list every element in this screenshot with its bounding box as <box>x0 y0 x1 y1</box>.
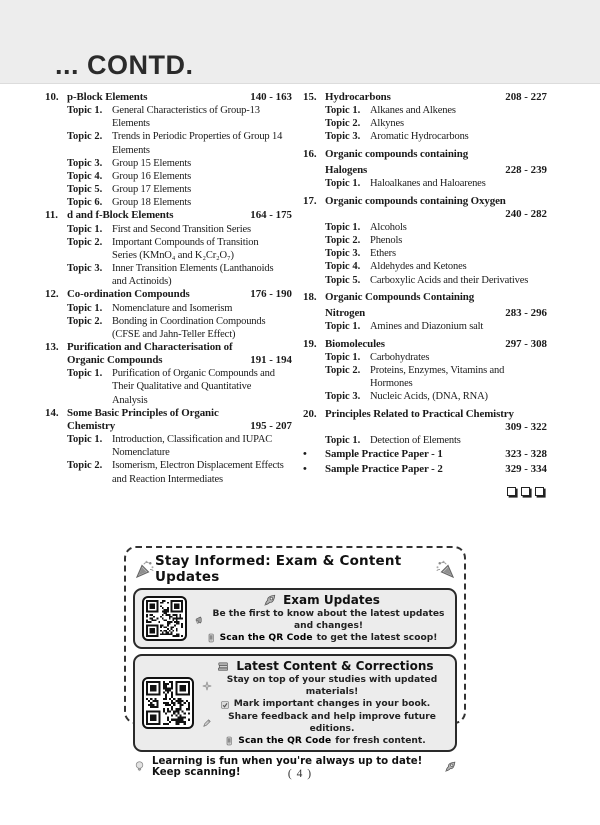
chapter-page-range: 297 - 308 <box>505 337 547 350</box>
toc-chapter <box>303 91 547 144</box>
toc-column-right <box>303 91 547 496</box>
chapter-page-range: 309 - 322 <box>505 421 547 434</box>
toc-topic-line <box>45 104 292 117</box>
chapter-number: 13. <box>45 340 59 353</box>
topic-text: Aromatic Hydrocarbons <box>370 131 469 143</box>
toc-topic-line <box>303 247 547 260</box>
check-icon <box>220 700 230 710</box>
chapter-title: Sample Practice Paper - 2 <box>325 462 443 475</box>
toc-topic-line <box>303 351 547 364</box>
megaphone-icon <box>195 615 205 625</box>
topic-indent <box>45 130 67 143</box>
topic-indent <box>45 236 67 249</box>
topic-text: Phenols <box>370 235 403 247</box>
toc-chapter-line <box>45 407 292 420</box>
toc-topic-line <box>303 390 547 403</box>
topic-indent <box>303 274 325 287</box>
chapter-title: Organic Compounds <box>67 354 163 367</box>
chapter-page-range: 191 - 194 <box>250 354 292 367</box>
toc-chapter <box>45 91 292 209</box>
toc-chapter-line <box>303 291 547 304</box>
toc-topic-line <box>45 433 292 446</box>
panel-text-segment: Scan the QR Code <box>219 633 313 644</box>
topic-text: Analysis <box>112 394 148 406</box>
topic-text: Alcohols <box>370 221 407 233</box>
topic-text: Alkynes <box>370 118 404 130</box>
topic-indent <box>45 473 67 486</box>
topic-text: Purification of Organic Compounds and <box>112 368 275 380</box>
toc-topic-line <box>303 260 547 273</box>
toc-chapter-line <box>303 148 547 161</box>
toc-topic-line <box>45 130 292 143</box>
chapter-number-spacer <box>45 420 67 433</box>
topic-text: Hormones <box>370 378 413 390</box>
toc-chapter-line <box>45 341 292 354</box>
panel-text-line <box>202 711 448 735</box>
topic-text: Elements <box>112 144 150 156</box>
topic-label: Topic 1. <box>67 105 103 117</box>
toc-chapter-line <box>45 420 292 433</box>
phone-icon <box>224 736 234 746</box>
chapter-page-range: 195 - 207 <box>250 419 292 432</box>
end-mark-square <box>507 487 516 496</box>
topic-label: Topic 3. <box>67 263 103 275</box>
toc-topic-line <box>303 117 547 130</box>
toc-topic-line <box>303 221 547 234</box>
panel-box-content <box>195 593 448 644</box>
toc-topic-line <box>303 130 547 143</box>
topic-label <box>67 249 112 262</box>
toc-chapter <box>303 408 547 447</box>
topic-label <box>67 473 112 486</box>
topic-indent <box>45 223 67 236</box>
topic-indent <box>303 234 325 247</box>
chapter-title: Chemistry <box>67 419 116 432</box>
topic-label: Topic 1. <box>325 321 361 332</box>
chapter-title: Sample Practice Paper - 1 <box>325 448 443 461</box>
topic-label: Topic 6. <box>67 197 103 209</box>
toc-topic-line <box>45 262 292 275</box>
topic-text: Elements <box>112 118 150 130</box>
toc-topic-line <box>303 234 547 247</box>
panel-text-line <box>195 608 448 632</box>
topic-indent <box>45 196 67 209</box>
toc-topic-line <box>303 364 547 377</box>
topic-label: Topic 1. <box>67 368 103 380</box>
chapter-number-spacer <box>45 354 67 367</box>
topic-indent <box>303 177 325 190</box>
topic-label: Topic 1. <box>325 435 361 447</box>
chapter-page-range: 323 - 328 <box>505 448 547 461</box>
toc-topic-line <box>303 434 547 447</box>
topic-indent <box>45 328 67 341</box>
toc-item-sample-paper <box>303 463 547 476</box>
topic-label <box>67 117 112 130</box>
toc-chapter-line <box>45 91 292 104</box>
topic-text: Isomerism, Electron Displacement Effects <box>112 460 284 472</box>
toc-chapter <box>45 341 292 407</box>
topic-text: Series (KMnO₄ and K₂Cr₂O₇) <box>112 249 234 261</box>
chapter-title: Organic compounds containing Oxygen <box>325 194 506 207</box>
party-popper-icon <box>135 559 155 579</box>
topic-label: Topic 3. <box>325 391 361 403</box>
toc-chapter-pages-line <box>303 421 547 434</box>
topic-text: and Reaction Intermediates <box>112 473 223 485</box>
toc-chapter <box>303 338 547 404</box>
toc-topic-line <box>45 157 292 170</box>
topic-indent <box>45 315 67 328</box>
panel-text-segment: to get the latest scoop! <box>316 633 438 644</box>
topic-indent <box>45 380 67 393</box>
topic-indent <box>45 262 67 275</box>
topic-indent <box>303 247 325 260</box>
topic-indent <box>303 104 325 117</box>
toc-topic-line <box>45 183 292 196</box>
topic-label: Topic 2. <box>67 315 103 327</box>
panel-text-line <box>202 698 448 710</box>
topic-indent <box>45 117 67 130</box>
toc-topic-line <box>303 104 547 117</box>
topic-indent <box>45 433 67 446</box>
topic-text: Bonding in Coordination Compounds <box>112 315 266 327</box>
topic-text: and Actinoids) <box>112 276 172 288</box>
topic-indent <box>45 157 67 170</box>
topic-label: Topic 3. <box>67 157 103 169</box>
toc-topic-line <box>45 223 292 236</box>
topic-indent <box>45 275 67 288</box>
chapter-page-range: 176 - 190 <box>250 288 292 301</box>
toc-topic-line <box>45 315 292 328</box>
topic-text: Group 16 Elements <box>112 170 192 182</box>
topic-text: First and Second Transition Series <box>112 223 251 235</box>
toc-topic-line <box>303 177 547 190</box>
topic-label: Topic 2. <box>325 235 361 247</box>
panel-text-segment: for fresh content. <box>335 735 426 746</box>
toc-chapter <box>45 209 292 288</box>
chapter-number-spacer <box>303 208 325 221</box>
panel-text-segment: Be the first to know about the latest updates and changes! <box>212 609 445 632</box>
chapter-number: • <box>303 448 307 461</box>
panel-text-segment: Stay on top of your studies with updated materials! <box>226 675 438 698</box>
toc-topic-line <box>45 275 292 288</box>
topic-text: Ethers <box>370 248 396 260</box>
topic-text: Carboxylic Acids and their Derivatives <box>370 274 529 286</box>
chapter-number-spacer <box>303 307 325 320</box>
topic-text: (CFSE and Jahn-Teller Effect) <box>112 328 236 340</box>
topic-text: Detection of Elements <box>370 435 461 447</box>
topic-indent <box>45 170 67 183</box>
chapter-number: 11. <box>45 209 59 222</box>
topic-text: Proteins, Enzymes, Vitamins and <box>370 364 505 376</box>
topic-indent <box>45 367 67 380</box>
chapter-title: Halogens <box>325 163 368 176</box>
topic-label: Topic 1. <box>67 434 103 446</box>
chapter-number: 18. <box>303 291 317 304</box>
topic-label <box>325 377 370 390</box>
end-mark-square <box>535 487 544 496</box>
topic-indent <box>45 104 67 117</box>
toc-chapter-line <box>45 209 292 222</box>
rocket-icon <box>263 593 277 607</box>
toc-chapter-line <box>303 195 547 208</box>
topic-indent <box>303 221 325 234</box>
chapter-page-range: 283 - 296 <box>505 306 547 319</box>
toc-chapter-line <box>303 307 547 320</box>
toc-topic-line <box>45 196 292 209</box>
topic-label: Topic 3. <box>325 248 361 260</box>
toc-chapter-line <box>303 338 547 351</box>
topic-label: Topic 2. <box>67 236 103 248</box>
table-of-contents <box>45 91 547 496</box>
topic-text: Group 17 Elements <box>112 184 192 196</box>
toc-chapter-line <box>45 288 292 301</box>
topic-label: Topic 1. <box>325 221 361 233</box>
chapter-page-range: 329 - 334 <box>505 462 547 475</box>
chapter-page-range: 140 - 163 <box>250 91 292 103</box>
panel-text-line <box>202 674 448 698</box>
party-popper-icon <box>435 559 455 579</box>
topic-text: Aldehydes and Ketones <box>370 261 467 273</box>
chapter-number: 14. <box>45 406 59 419</box>
topic-text: General Characteristics of Group-13 <box>112 105 260 117</box>
topic-label <box>67 275 112 288</box>
toc-topic-line <box>45 459 292 472</box>
toc-topic-line <box>45 367 292 380</box>
chapter-page-range: 208 - 227 <box>505 91 547 103</box>
topic-text: Nucleic Acids, (DNA, RNA) <box>370 391 488 403</box>
topic-text: Nomenclature <box>112 447 170 459</box>
panel-box <box>133 654 457 752</box>
panel-box <box>133 588 457 649</box>
chapter-title: Hydrocarbons <box>325 91 391 103</box>
panel-box-heading <box>202 659 448 673</box>
chapter-number-spacer <box>303 421 325 434</box>
topic-text: Important Compounds of Transition <box>112 236 259 248</box>
panel-footer-text: Learning is fun when you're always up to date! Keep scanning! <box>152 755 423 778</box>
topic-indent <box>303 364 325 377</box>
toc-topic-line <box>303 320 547 333</box>
chapter-number-spacer <box>303 164 325 177</box>
toc-topic-line <box>303 274 547 287</box>
toc-chapter <box>303 195 547 287</box>
topic-label <box>67 446 112 459</box>
toc-topic-line <box>45 473 292 486</box>
chapter-page-range: 164 - 175 <box>250 209 292 222</box>
topic-text: Alkanes and Alkenes <box>370 105 456 117</box>
topic-label: Topic 2. <box>325 364 361 376</box>
sparkle-icon <box>202 681 212 691</box>
topic-indent <box>45 302 67 315</box>
chapter-number: 10. <box>45 91 59 103</box>
toc-topic-line <box>45 380 292 393</box>
topic-label: Topic 1. <box>325 351 361 363</box>
toc-chapter-line <box>303 463 547 476</box>
end-mark-square <box>521 487 530 496</box>
topic-text: Group 15 Elements <box>112 157 192 169</box>
topic-label: Topic 2. <box>325 118 361 130</box>
chapter-title: Principles Related to Practical Chemistry <box>325 407 514 420</box>
chapter-page-range: 240 - 282 <box>505 207 547 220</box>
chapter-title: Biomolecules <box>325 337 385 350</box>
topic-label <box>67 394 112 407</box>
toc-item-sample-paper <box>303 448 547 461</box>
topic-indent <box>45 459 67 472</box>
topic-label: Topic 1. <box>67 223 103 235</box>
panel-text-segment: Mark important changes in your book. <box>233 699 431 710</box>
chapter-title: Organic compounds containing <box>325 148 469 161</box>
toc-chapter-line <box>303 91 547 104</box>
phone-icon <box>206 633 216 643</box>
topic-text: Trends in Periodic Properties of Group 14 <box>112 131 283 143</box>
topic-text: Nomenclature and Isomerism <box>112 302 233 314</box>
page-number: ( 4 ) <box>287 768 313 780</box>
topic-label: Topic 4. <box>67 170 103 182</box>
chapter-title: Nitrogen <box>325 306 366 319</box>
toc-topic-line <box>45 394 292 407</box>
panel-title-row <box>133 551 457 588</box>
chapter-title: p-Block Elements <box>67 91 148 103</box>
topic-indent <box>303 130 325 143</box>
toc-topic-line <box>45 117 292 130</box>
qr-code-latest-content <box>142 677 194 729</box>
chapter-number: 19. <box>303 337 317 350</box>
topic-indent <box>303 390 325 403</box>
topic-text: Carbohydrates <box>370 351 430 363</box>
topic-indent <box>303 320 325 333</box>
panel-box-content <box>202 659 448 747</box>
chapter-number: • <box>303 462 307 475</box>
toc-topic-line <box>303 377 547 390</box>
panel-box-heading <box>195 593 448 607</box>
toc-topic-line <box>45 236 292 249</box>
topic-text: Introduction, Classification and IUPAC <box>112 434 273 446</box>
chapter-number: 16. <box>303 148 317 161</box>
toc-chapter-line <box>45 354 292 367</box>
toc-chapter-line <box>303 448 547 461</box>
topic-indent <box>45 183 67 196</box>
toc-topic-line <box>45 446 292 459</box>
panel-text-segment: Scan the QR Code <box>238 735 332 746</box>
topic-text: Group 18 Elements <box>112 197 192 209</box>
panel-box-heading-text: Latest Content & Corrections <box>236 659 434 674</box>
topic-indent <box>45 446 67 459</box>
toc-column-left <box>45 91 292 496</box>
chapter-title: Organic Compounds Containing <box>325 291 475 304</box>
stay-informed-panel <box>124 546 466 778</box>
qr-code-exam-updates <box>142 596 187 641</box>
topic-label: Topic 1. <box>325 177 361 189</box>
topic-label: Topic 2. <box>67 460 103 472</box>
panel-box-heading-text: Exam Updates <box>283 593 380 607</box>
chapter-title: Some Basic Principles of Organic <box>67 406 219 419</box>
chapter-page-range: 228 - 239 <box>505 163 547 176</box>
toc-chapter-line <box>303 164 547 177</box>
topic-indent <box>45 249 67 262</box>
topic-label: Topic 2. <box>67 131 103 143</box>
panel-text-segment: Share feedback and help improve future editions. <box>228 711 436 734</box>
topic-label <box>67 380 112 393</box>
chapter-title: d and f-Block Elements <box>67 209 174 222</box>
chapter-number: 15. <box>303 91 317 103</box>
toc-chapter <box>45 407 292 486</box>
panel-title: Stay Informed: Exam & Content Updates <box>155 553 402 585</box>
chapter-number: 12. <box>45 288 59 301</box>
topic-indent <box>303 351 325 364</box>
chapter-end-marks <box>303 487 547 496</box>
toc-topic-line <box>45 302 292 315</box>
topic-indent <box>45 144 67 157</box>
chapter-number: 17. <box>303 194 317 207</box>
page-header-band <box>0 0 600 84</box>
topic-text: Their Qualitative and Quantitative <box>112 381 252 393</box>
toc-chapter <box>45 288 292 341</box>
page-title: ... CONTD. <box>55 50 194 80</box>
chapter-title: Co-ordination Compounds <box>67 288 190 301</box>
panel-text-line <box>195 632 448 644</box>
topic-indent <box>303 260 325 273</box>
toc-topic-line <box>45 144 292 157</box>
books-icon <box>216 659 230 673</box>
toc-chapter <box>303 291 547 333</box>
panel-text-line <box>202 735 448 747</box>
topic-label: Topic 1. <box>67 302 103 314</box>
toc-chapter <box>303 148 547 190</box>
topic-label: Topic 5. <box>67 184 103 196</box>
topic-label <box>67 144 112 157</box>
topic-text: Amines and Diazonium salt <box>370 321 484 332</box>
toc-topic-line <box>45 170 292 183</box>
topic-indent <box>45 394 67 407</box>
toc-chapter-pages-line <box>303 208 547 221</box>
topic-label: Topic 1. <box>325 105 361 117</box>
chapter-number: 20. <box>303 407 317 420</box>
pencil-icon <box>202 718 212 728</box>
topic-text: Haloalkanes and Haloarenes <box>370 177 486 189</box>
topic-indent <box>303 377 325 390</box>
toc-chapter-line <box>303 408 547 421</box>
chapter-title: Purification and Characterisation of <box>67 340 233 353</box>
topic-label <box>67 328 112 341</box>
toc-topic-line <box>45 249 292 262</box>
topic-indent <box>303 117 325 130</box>
topic-label: Topic 4. <box>325 261 361 273</box>
topic-indent <box>303 434 325 447</box>
topic-label: Topic 3. <box>325 131 361 143</box>
topic-text: Inner Transition Elements (Lanthanoids <box>112 263 274 275</box>
toc-topic-line <box>45 328 292 341</box>
topic-label: Topic 5. <box>325 274 361 286</box>
